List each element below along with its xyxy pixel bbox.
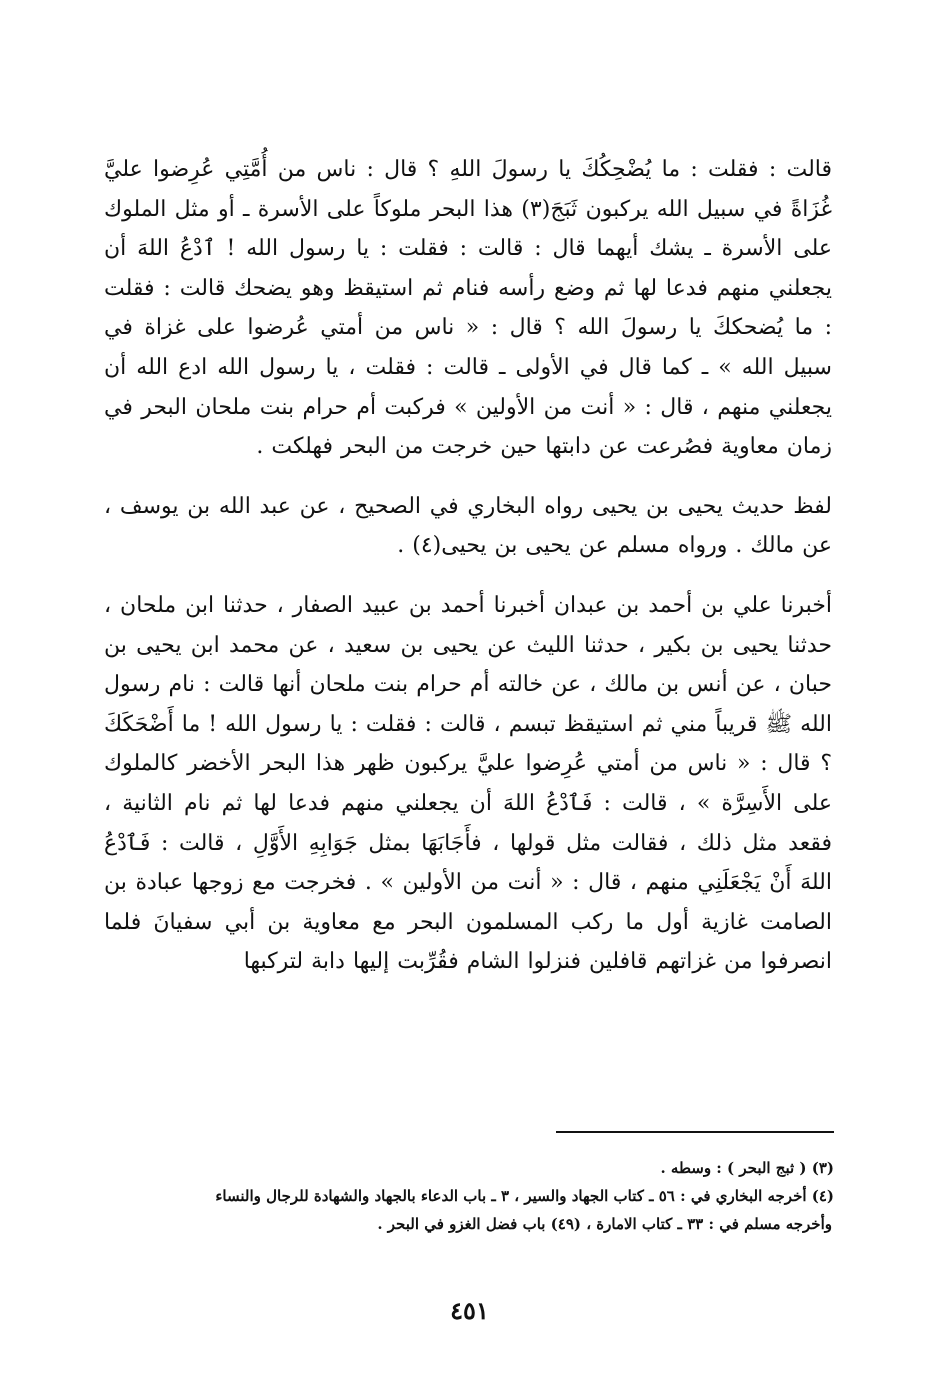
paragraph-2-text: لفظ حديث يحيى بن يحيى رواه البخاري في الصحيح ، عن عبد الله بن يوسف ، عن مالك . ورواه مسلم عن يحيى بن يحيى(٤) . bbox=[104, 493, 832, 559]
page-number: ٤٥١ bbox=[450, 1296, 489, 1325]
paragraph-2 bbox=[104, 487, 832, 566]
paragraph-1 bbox=[104, 150, 832, 467]
paragraph-3 bbox=[104, 586, 832, 982]
main-text bbox=[104, 150, 832, 982]
footnote-3: (٣) ( ثبج البحر ) : وسطه . bbox=[660, 1159, 834, 1177]
footnotes bbox=[104, 1154, 834, 1238]
paragraph-1-text: قالت : فقلت : ما يُضْحِكُكَ يا رسولَ اللهِ ؟ قال : ناس من أُمَّتِي عُرِضوا عليَّ غُزَاةً في سبيل الله يركبون ثَبَجَ(٣) هذا البحر ملوكاً على الأسرة ـ أو مثل الملوك على الأسرة ـ يشك أيهما قال : قالت : فقلت : يا رسول الله ! ٱدْعُ اللهَ أن يجعلني منهم فدعا لها ثم وضع رأسه فنام ثم استيقظ وهو يضحك قالت : فقلت : ما يُضحككَ يا رسولَ الله ؟ قال : « ناس من أمتي عُرضوا على غزاة في سبيل الله » ـ كما قال في الأولى ـ قالت : فقلت ، يا رسول الله ادع الله أن يجعلني منهم ، قال : « أنت من الأولين » فركبت أم حرام بنت ملحان البحر في زمان معاوية فصُرعت عن دابتها حين خرجت من البحر فهلكت . bbox=[104, 157, 832, 460]
footnote-divider bbox=[556, 1131, 834, 1133]
footnote-4-line-2: وأخرجه مسلم في : ٣٣ ـ كتاب الامارة ، (٤٩) باب فضل الغزو في البحر . bbox=[377, 1215, 832, 1233]
footnote-4-line-1: (٤) أخرجه البخاري في : ٥٦ ـ كتاب الجهاد والسير ، ٣ ـ باب الدعاء بالجهاد والشهادة للرجال والنساء bbox=[215, 1187, 834, 1205]
paragraph-3-text: أخبرنا علي بن أحمد بن عبدان أخبرنا أحمد بن عبيد الصفار ، حدثنا ابن ملحان ، حدثنا يحيى بن بكير ، حدثنا الليث عن يحيى بن سعيد ، عن محمد ابن يحيى بن حبان ، عن أنس بن مالك ، عن خالته أم حرام بنت ملحان أنها قالت : نام رسول الله ﷺ قريباً مني ثم استيقظ تبسم ، قالت : فقلت : يا رسول الله ! ما أَضْحَكَكَ ؟ قال : « ناس من أمتي عُرِضوا عليَّ يركبون ظهر هذا البحر الأخضر كالملوك على الأَسِرَّة » ، قالت : فَٱدْعُ اللهَ أن يجعلني منهم فدعا لها ثم نام الثانية ، فقعد مثل ذلك ، فقالت مثل قولها ، فأَجَابَهَا بمثل جَوَابِهِ الأَوَّلِ ، قالت : فَٱدْعُ اللهَ أَنْ يَجْعَلَنِي منهم ، قال : « أنت من الأولين » . فخرجت مع زوجها عبادة بن الصامت غازية أول ما ركب المسلمون البحر مع معاوية بن أبي سفيانَ فلما انصرفوا من غزاتهم قافلين فنزلوا الشام فقُرِّبت إليها دابة لتركبها bbox=[104, 592, 832, 975]
